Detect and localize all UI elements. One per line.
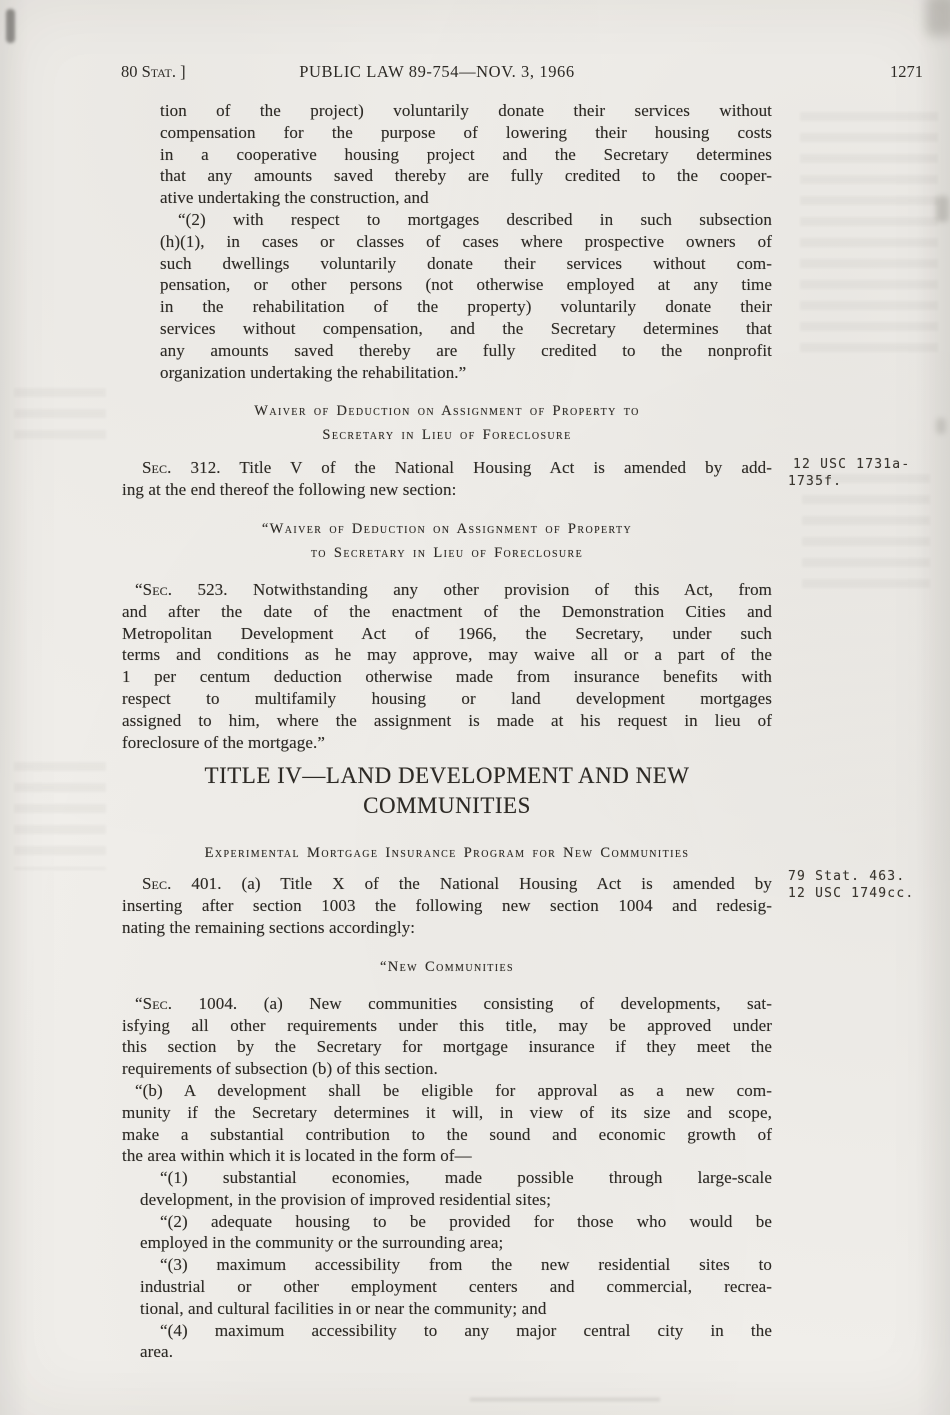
text-line: isfying all other requirements under this title, may be approved under (122, 1015, 772, 1035)
text-line-rest: 401. (a) Title X of the National Housing Act is amended by (171, 874, 772, 894)
text-line (122, 993, 772, 1015)
text-line: nating the remaining sections accordingly: (122, 917, 416, 937)
text-line: in a cooperative housing project and the Secretary determines (160, 144, 772, 164)
text-line: 1 per centum deduction otherwise made from insurance benefits with (122, 667, 772, 687)
text-line: make a substantial contribution to the sound and economic growth of (122, 1124, 772, 1144)
text-line: “(2) adequate housing to be provided for those who would be (160, 1211, 772, 1231)
body-text (122, 100, 772, 1363)
text-line: area. (140, 1342, 174, 1362)
text-line: organization undertaking the rehabilitation.” (160, 362, 467, 382)
margin-note-12usc1731a (788, 457, 943, 490)
scan-smudge (470, 1398, 660, 1401)
text-line: “(3) maximum accessibility from the new residential sites to (160, 1255, 772, 1275)
quoted-subsection-block (160, 100, 772, 383)
text-line: requirements of subsection (b) of this section. (122, 1059, 438, 1079)
text-line: “(b) A development shall be eligible for approval as a new com- (135, 1080, 772, 1100)
text-line: munity if the Secretary determines it will, in view of its size and scope, (122, 1102, 772, 1122)
paragraph-2 (160, 209, 772, 383)
text-line: that any amounts saved thereby are fully credited to the cooper- (160, 166, 772, 186)
text-line: terms and conditions as he may approve, may waive all or a part of the (122, 645, 772, 665)
clause-1 (140, 1167, 772, 1211)
text-line: foreclosure of the mortgage.” (122, 732, 326, 752)
text-line-rest: 1004. (a) New communities consisting of developments, sat- (172, 993, 772, 1013)
section-label: “Sec. (135, 993, 173, 1013)
scan-smudge (926, 0, 950, 36)
bleedthrough-ghost (802, 474, 930, 592)
text-line-rest: 523. Notwithstanding any other provision of this Act, from (172, 579, 772, 599)
text-line: 79 Stat. 463. (788, 869, 906, 884)
quoted-heading-new-communities (122, 955, 772, 979)
section-312-paragraph (122, 457, 772, 501)
continuation-paragraph (160, 100, 772, 209)
text-line: “New Communities (379, 958, 515, 975)
section-label: “Sec. (135, 579, 173, 599)
text-line (122, 579, 772, 601)
scan-smudge (6, 9, 15, 43)
clause-2 (140, 1211, 772, 1255)
text-line: “(4) maximum accessibility to any major central city in the (160, 1320, 772, 1340)
text-line: respect to multifamily housing or land development mortgages (122, 688, 772, 708)
text-line: this section by the Secretary for mortgage insurance if they meet the (122, 1037, 772, 1057)
text-line: and after the date of the enactment of the Demonstration Cities and (122, 601, 772, 621)
text-line: “(1) substantial economies, made possible through large-scale (160, 1168, 772, 1188)
bleedthrough-ghost (14, 762, 106, 870)
text-line: 12 USC 1749cc. (788, 885, 915, 901)
text-line: Secretary in Lieu of Foreclosure (322, 427, 572, 444)
margin-note-79stat463 (788, 869, 943, 902)
text-line: inserting after section 1003 the following new section 1004 and redesig- (122, 896, 772, 916)
bleedthrough-ghost (14, 388, 106, 446)
clause-3 (140, 1254, 772, 1319)
text-line (122, 457, 772, 479)
crossheading-waiver (122, 399, 772, 447)
statute-volume: 80 Stat. ] (121, 62, 186, 81)
page-header (0, 62, 950, 86)
text-line: tional, and cultural facilities in or near the community; and (140, 1298, 547, 1318)
text-line: TITLE IV—LAND DEVELOPMENT AND NEW (204, 763, 690, 789)
section-523-paragraph (122, 579, 772, 753)
text-line: compensation for the purpose of lowering their housing costs (160, 122, 772, 142)
page-number: 1271 (890, 62, 923, 81)
text-line: Experimental Mortgage Insurance Program for New Communities (204, 845, 690, 862)
text-line: tion of the project) voluntarily donate their services without (160, 101, 772, 120)
text-line: 12 USC 1731a- (793, 457, 911, 472)
text-line: to Secretary in Lieu of Foreclosure (310, 544, 584, 561)
text-line: such dwellings voluntarily donate their services without com- (160, 253, 772, 273)
text-line: ative undertaking the construction, and (160, 188, 429, 208)
bleedthrough-ghost (800, 112, 938, 362)
text-line-rest: 312. Title V of the National Housing Act is amended by add- (171, 458, 772, 478)
text-line: ing at the end thereof the following new section: (122, 480, 457, 500)
text-line: Waiver of Deduction on Assignment of Property to (254, 403, 640, 420)
text-line: industrial or other employment centers and commercial, recrea- (140, 1277, 772, 1297)
clause-4 (140, 1320, 772, 1364)
section-label: Sec. (142, 874, 172, 894)
title-iv-heading (122, 761, 772, 821)
text-line: pensation, or other persons (not otherwise employed at any time (160, 275, 772, 295)
text-line: 1735f. (788, 473, 843, 489)
text-line: “(2) with respect to mortgages described in such subsection (178, 209, 772, 229)
section-label: Sec. (142, 458, 172, 478)
section-1004-paragraph (122, 993, 772, 1080)
text-line: assigned to him, where the assignment is made at his request in lieu of (122, 710, 772, 730)
text-line: services without compensation, and the Secretary determines that (160, 318, 772, 338)
text-line: COMMUNITIES (363, 793, 531, 819)
text-line (122, 873, 772, 895)
scan-smudge (936, 196, 949, 222)
crossheading-experimental (122, 841, 772, 865)
text-line: development, in the provision of improved residential sites; (140, 1189, 552, 1209)
text-line: Metropolitan Development Act of 1966, the Secretary, under such (122, 623, 772, 643)
quoted-heading-waiver (122, 517, 772, 565)
text-line: any amounts saved thereby are fully credited to the nonprofit (160, 340, 772, 360)
text-line: the area within which it is located in the form of— (122, 1146, 472, 1166)
text-line: “Waiver of Deduction on Assignment of Property (261, 520, 633, 537)
section-401-paragraph (122, 873, 772, 938)
subsection-b-paragraph (122, 1080, 772, 1167)
clause-list (140, 1167, 772, 1363)
text-line: (h)(1), in cases or classes of cases where prospective owners of (160, 231, 772, 251)
text-line: in the rehabilitation of the property) voluntarily donate their (160, 297, 772, 317)
law-citation: PUBLIC LAW 89-754—NOV. 3, 1966 (299, 62, 575, 81)
text-line: employed in the community or the surrounding area; (140, 1233, 504, 1253)
scan-smudge (936, 418, 946, 434)
